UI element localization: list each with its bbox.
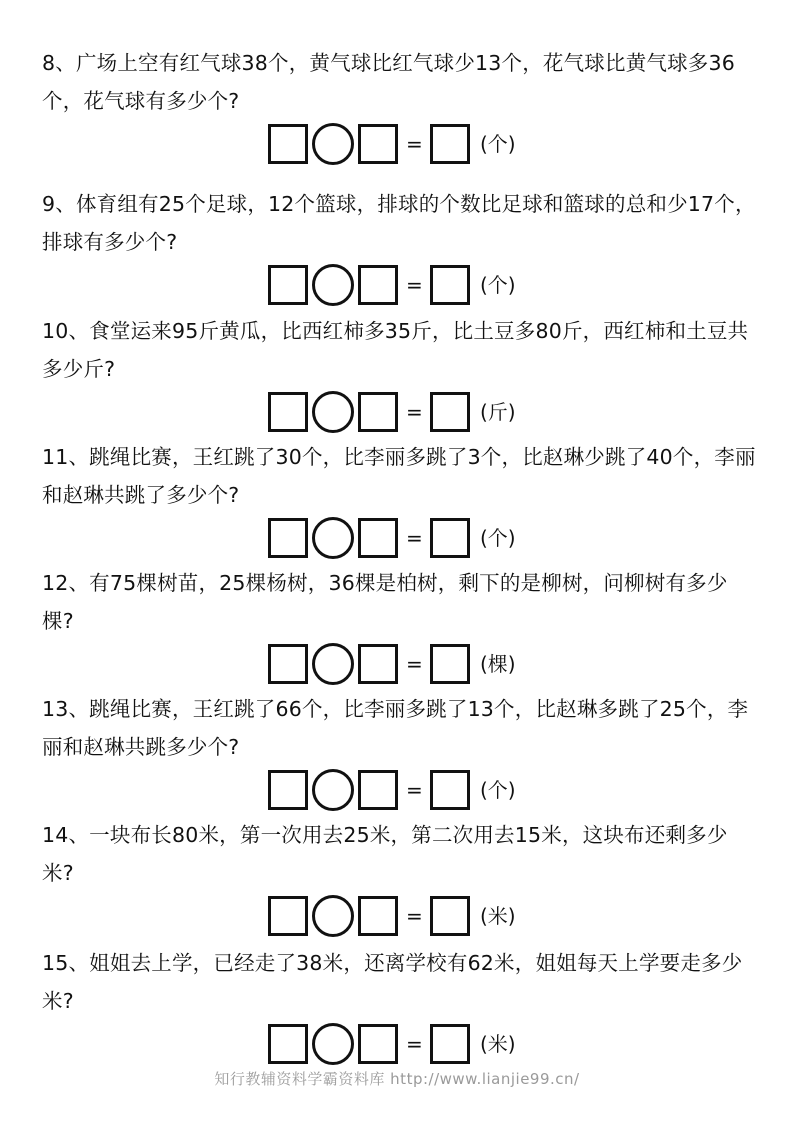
- unit-label: (米): [480, 1032, 516, 1056]
- answer-box-operand-2[interactable]: [358, 1024, 398, 1064]
- equals-sign: =: [406, 904, 423, 928]
- unit-label: (个): [480, 526, 516, 550]
- problem-text: 14、一块布长80米，第一次用去25米，第二次用去15米，这块布还剩多少米?: [42, 823, 728, 885]
- equals-sign: =: [406, 652, 423, 676]
- unit-label: (棵): [480, 652, 516, 676]
- unit-label: (斤): [480, 400, 516, 424]
- unit-label: (个): [480, 132, 516, 156]
- problem-text: 13、跳绳比赛，王红跳了66个，比李丽多跳了13个，比赵琳多跳了25个，李丽和赵琳共跳多少个?: [42, 697, 749, 759]
- problem-10: [0, 268, 794, 424]
- problem-11: [0, 394, 794, 550]
- equals-sign: =: [406, 526, 423, 550]
- problem-13: [0, 646, 794, 802]
- problem-14: [0, 772, 794, 928]
- equals-sign: =: [406, 273, 423, 297]
- unit-label: (米): [480, 904, 516, 928]
- problem-text: 9、体育组有25个足球，12个篮球，排球的个数比足球和篮球的总和少17个，排球有多少个?: [42, 192, 756, 254]
- problem-9: [0, 141, 794, 297]
- problem-text: 10、食堂运来95斤黄瓜，比西红柿多35斤，比土豆多80斤，西红柿和土豆共多少斤?: [42, 319, 749, 381]
- problem-text: 11、跳绳比赛，王红跳了30个，比李丽多跳了3个，比赵琳少跳了40个，李丽和赵琳共跳了多少个?: [42, 445, 756, 507]
- answer-equation: [268, 1024, 568, 1066]
- answer-box-result[interactable]: [430, 1024, 470, 1064]
- problem-15: [0, 900, 794, 1056]
- unit-label: (个): [480, 273, 516, 297]
- problem-text: 8、广场上空有红气球38个，黄气球比红气球少13个，花气球比黄气球多36个，花气球有多少个?: [42, 51, 735, 113]
- equals-sign: =: [406, 132, 423, 156]
- problem-text: 12、有75棵树苗，25棵杨树，36棵是柏树，剩下的是柳树，问柳树有多少棵?: [42, 571, 728, 633]
- equals-sign: =: [406, 1032, 423, 1056]
- footer-watermark: 知行教辅资料学霸资料库 http://www.lianjie99.cn/: [214, 1070, 580, 1088]
- unit-label: (个): [480, 778, 516, 802]
- problem-12: [0, 520, 794, 676]
- problem-text: 15、姐姐去上学，已经走了38米，还离学校有62米，姐姐每天上学要走多少米?: [42, 951, 743, 1013]
- equals-sign: =: [406, 400, 423, 424]
- problem-8: [0, 0, 794, 156]
- equals-sign: =: [406, 778, 423, 802]
- answer-circle-operator[interactable]: [312, 1023, 354, 1065]
- answer-box-operand-1[interactable]: [268, 1024, 308, 1064]
